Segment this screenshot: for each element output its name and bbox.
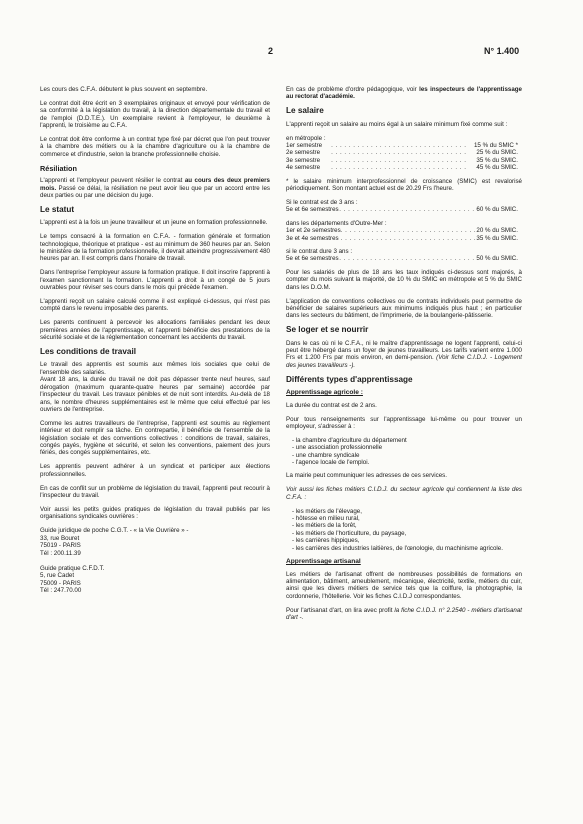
dot-leader: . . . . . . . . . . . . . . . . . . . . . . . . . . . . . . . bbox=[340, 227, 477, 235]
heading-resiliation: Résiliation bbox=[40, 163, 77, 173]
rates-table-dom bbox=[286, 227, 518, 242]
rate-label: 1er semestre bbox=[286, 142, 323, 150]
dot-leader: . . . . . . . . . . . . . . . . . . . . . . . . . . . . . . . bbox=[331, 156, 467, 164]
paragraph: Dans le cas où ni le C.F.A., ni le maître d'apprentissage ne logent l'apprenti, celui-ci peut être hébergé dans un foyer de jeunes travailleurs. Les tarifs varient entre 1.000 Frs et 1.200 Frs par mois environ, en demi-pension. (Voir fiche C.I.D.J. - Logement des jeunes travailleurs -). bbox=[286, 339, 522, 369]
document-number: N° 1.400 bbox=[484, 46, 520, 56]
address-cgt: Guide juridique de poche C.G.T. - « la Vie Ouvrière » - 33, rue Bouret 75019 - PARIS Tél : 200.11.39 bbox=[40, 527, 189, 557]
paragraph: Comme les autres travailleurs de l'entreprise, l'apprenti est soumis au règlement intérieur et doit remplir sa tâche. En contrepartie, il bénéficie de l'ensemble de la législation sociale et des conventions collectives : conditions de travail, salaires, congés payés, hygiène et sécurité, et selon les conventions, paiement des jours fériés, des congés supplémentaires, etc. bbox=[40, 419, 270, 457]
rate-row bbox=[286, 206, 518, 213]
rate-value: 50 % du SMIC. bbox=[476, 255, 518, 263]
list-item: - les métiers de l'élevage, bbox=[292, 508, 522, 515]
heading-salaire: Le salaire bbox=[286, 106, 324, 116]
address-cfdt: Guide pratique C.F.D.T. 5, rue Cadet 75009 - PARIS Tél : 247.70.00 bbox=[40, 564, 105, 595]
list-item: - la chambre d'agriculture du département bbox=[292, 437, 522, 444]
heading-conditions: Les conditions de travail bbox=[40, 347, 136, 357]
rate-row bbox=[286, 157, 518, 164]
rates-table-dom-3ans bbox=[286, 255, 518, 262]
page-number: 2 bbox=[268, 46, 274, 56]
rate-label: 3e semestre bbox=[286, 156, 321, 164]
heading-statut: Le statut bbox=[40, 204, 75, 214]
paragraph: * le salaire minimum interprofessionnel de croissance (SMIC) est revalorisé périodiquement. Son montant actuel est de 20.29 Frs l'heure. bbox=[286, 177, 522, 193]
rates-title: si le contrat dure 3 ans : bbox=[286, 248, 353, 255]
rate-label: 1er et 2e semestres bbox=[286, 227, 341, 235]
paragraph: Pour tous renseignements sur l'apprentissage lui-même ou pour trouver un employeur, s'adresser à : bbox=[286, 415, 522, 430]
list-item: - l'agence locale de l'emploi. bbox=[292, 459, 522, 466]
rate-value: 15 % du SMIC * bbox=[473, 142, 518, 150]
paragraph: L'application de conventions collectives ou de contrats individuels peut permettre de bénéficier de salaires supérieurs aux minimums indiqués plus haut ; en particulier dans les secteurs du bâtiment, de l'imprimerie, de la boulangerie-pâtisserie. bbox=[286, 297, 522, 320]
contacts-list bbox=[286, 437, 522, 467]
paragraph: Pour les salariés de plus de 18 ans les taux indiqués ci-dessus sont majorés, à compter du mois suivant la majorité, de 10 % du SMIC en métropole et 5 % du SMIC dans les D.O.M. bbox=[286, 268, 522, 291]
paragraph: Voir aussi les fiches métiers C.I.D.J. du secteur agricole qui contiennent la liste des C.F.A. : bbox=[286, 486, 522, 501]
paragraph: Les parents continuent à percevoir les allocations familiales pendant les deux premières années de l'apprentissage, et l'apprenti bénéficie des prestations de la sécurité sociale et de la réglementation concernant les accidents du travail. bbox=[40, 319, 270, 342]
rate-row bbox=[286, 149, 518, 156]
paragraph: Le temps consacré à la formation en C.F.A. - formation générale et formation technologique, théorique et pratique - est au minimum de 360 heures par an. Selon le ministère de la formation professionnelle, il devrait atteindre progressivement 480 heures par an. Il est compris dans l'horaire de travail. bbox=[40, 233, 270, 263]
rate-label: 5e et 6e semestres bbox=[286, 206, 339, 214]
rate-row bbox=[286, 164, 518, 171]
dot-leader: . . . . . . . . . . . . . . . . . . . . . . . . . . . . . . . bbox=[331, 142, 467, 150]
paragraph: Le travail des apprentis est soumis aux mêmes lois sociales que celui de l'ensemble des salariés. Avant 18 ans, la durée du travail ne doit pas dépasser trente neuf heures, sauf dérogation (maximum quarante-quatre heures par semaine) accordée par l'inspecteur du travail. Les travaux pénibles et de nuit sont interdits. Au-delà de 18 ans, le nombre d'heures supplémentaires est le même que celui effectué par les ouvriers de l'entreprise. bbox=[40, 361, 270, 413]
rate-value: 60 % du SMIC. bbox=[476, 206, 518, 214]
paragraph: Dans l'entreprise l'employeur assure la formation pratique. Il doit inscrire l'apprenti à l'examen sanctionnant la formation. L'apprenti a droit à un congé de 5 jours ouvrables pour réviser ses cours dans le mois qui précède l'examen. bbox=[40, 269, 270, 292]
dot-leader: . . . . . . . . . . . . . . . . . . . . . . . . . . . . . . . bbox=[331, 164, 467, 172]
paragraph: Pour l'artisanat d'art, on lira avec profit la fiche C.I.D.J. n° 2.2540 - métiers d'artisanat d'art -. bbox=[286, 606, 522, 622]
paragraph: L'apprenti reçoit un salaire calculé comme il est expliqué ci-dessus, qui n'est pas compté dans le revenu imposable des parents. bbox=[40, 298, 270, 313]
rate-value: 35 % du SMIC. bbox=[476, 156, 518, 164]
dot-leader: . . . . . . . . . . . . . . . . . . . . . . . . . . . . . . . bbox=[340, 234, 477, 242]
list-item: - une association professionnelle bbox=[292, 444, 522, 451]
list-item: - les carrières hippiques, bbox=[292, 537, 522, 544]
heading-loger: Se loger et se nourrir bbox=[286, 325, 369, 335]
list-item: - une chambre syndicale bbox=[292, 452, 522, 459]
rate-label: 3e et 4e semestres bbox=[286, 234, 339, 242]
dot-leader: . . . . . . . . . . . . . . . . . . . . . . . . . . . . . . . bbox=[339, 206, 475, 214]
paragraph: En cas de problème d'ordre pédagogique, voir les inspecteurs de l'apprentissage au rectorat d'académie. bbox=[286, 86, 523, 101]
paragraph: En cas de conflit sur un problème de législation du travail, l'apprenti peut recourir à l'inspecteur du travail. bbox=[40, 484, 270, 500]
heading-agricole: Apprentissage agricole : bbox=[286, 389, 363, 397]
dot-leader: . . . . . . . . . . . . . . . . . . . . . . . . . . . . . . . bbox=[339, 255, 475, 263]
paragraph: Le contrat doit être écrit en 3 exemplaires originaux et envoyé pour vérification de sa conformité à la législation du travail, à la direction départementale du travail et de l'emploi (D.D.T.E.). Un exemplaire revient à l'employeur, le deuxième à l'apprenti, le troisième au C.F.A. bbox=[40, 99, 270, 130]
paragraph: L'apprenti et l'employeur peuvent résilier le contrat au cours des deux premiers mois. Passé ce délai, la résiliation ne peut avoir lieu que par un accord entre les deux parties ou par une décision du juge. bbox=[40, 177, 271, 199]
metiers-list bbox=[286, 508, 522, 552]
paragraph: Voir aussi les petits guides pratiques de législation du travail publiés par les organisations syndicales ouvrières : bbox=[40, 505, 270, 521]
rates-table-metropole bbox=[286, 142, 518, 172]
rate-label: 5e et 6e semestres bbox=[286, 255, 339, 263]
rate-value: 35 % du SMIC. bbox=[476, 234, 518, 242]
paragraph: La mairie peut communiquer les adresses de ces services. bbox=[286, 472, 447, 480]
list-item: - les métiers de l'horticulture, du paysage, bbox=[292, 530, 522, 537]
rates-title: dans les départements d'Outre-Mer : bbox=[286, 219, 387, 227]
rate-row bbox=[286, 235, 518, 242]
rate-value: 25 % du SMIC. bbox=[476, 149, 518, 157]
heading-types: Différents types d'apprentissage bbox=[286, 374, 413, 384]
list-item: - hôtesse en milieu rural, bbox=[292, 515, 522, 522]
dot-leader: . . . . . . . . . . . . . . . . . . . . . . . . . . . . . . . bbox=[331, 149, 467, 157]
paragraph: Le contrat doit être conforme à un contrat type fixé par décret que l'on peut trouver à la chambre des métiers ou à la chambre d'agriculture ou à la chambre de commerce et d'industrie, selon la branche professionnelle choisie. bbox=[40, 136, 270, 158]
paragraph: Les apprentis peuvent adhérer à un syndicat et participer aux élections professionnelles. bbox=[40, 463, 270, 478]
paragraph: La durée du contrat est de 2 ans. bbox=[286, 401, 377, 409]
list-item: - les métiers de la forêt, bbox=[292, 522, 522, 529]
rate-label: 2e semestre bbox=[286, 149, 321, 157]
rate-row bbox=[286, 255, 518, 262]
rates-table-3ans bbox=[286, 206, 518, 213]
paragraph: L'apprenti reçoit un salaire au moins égal à un salaire minimum fixé comme suit : bbox=[286, 120, 508, 128]
rate-value: 20 % du SMIC. bbox=[476, 227, 518, 235]
paragraph: L'apprenti est à la fois un jeune travailleur et un jeune en formation professionnelle. bbox=[40, 219, 268, 227]
rates-title: en métropole : bbox=[286, 134, 326, 142]
right-column bbox=[286, 86, 522, 628]
rate-label: 4e semestre bbox=[286, 164, 321, 172]
paragraph: Les métiers de l'artisanat offrent de nombreuses possibilités de formations en alimentation, bâtiment, ameublement, mécanique, électricité, textile, métiers du cuir, ainsi que les divers métiers de service tels que la coiffure, la photographie, la cordonnerie, l'hôtellerie. Voir les fiches C.I.D.J correspondantes. bbox=[286, 570, 522, 600]
left-column bbox=[40, 86, 270, 603]
rate-row bbox=[286, 227, 518, 234]
rate-value: 45 % du SMIC. bbox=[476, 164, 518, 172]
heading-artisanal: Apprentissage artisanal bbox=[286, 558, 361, 566]
rates-title: Si le contrat est de 3 ans : bbox=[286, 198, 358, 206]
list-item: - les carrières des industries laitières, de l'œnologie, du machinisme agricole. bbox=[292, 545, 522, 552]
paragraph: Les cours des C.F.A. débutent le plus souvent en septembre. bbox=[40, 86, 208, 93]
rate-row bbox=[286, 142, 518, 149]
